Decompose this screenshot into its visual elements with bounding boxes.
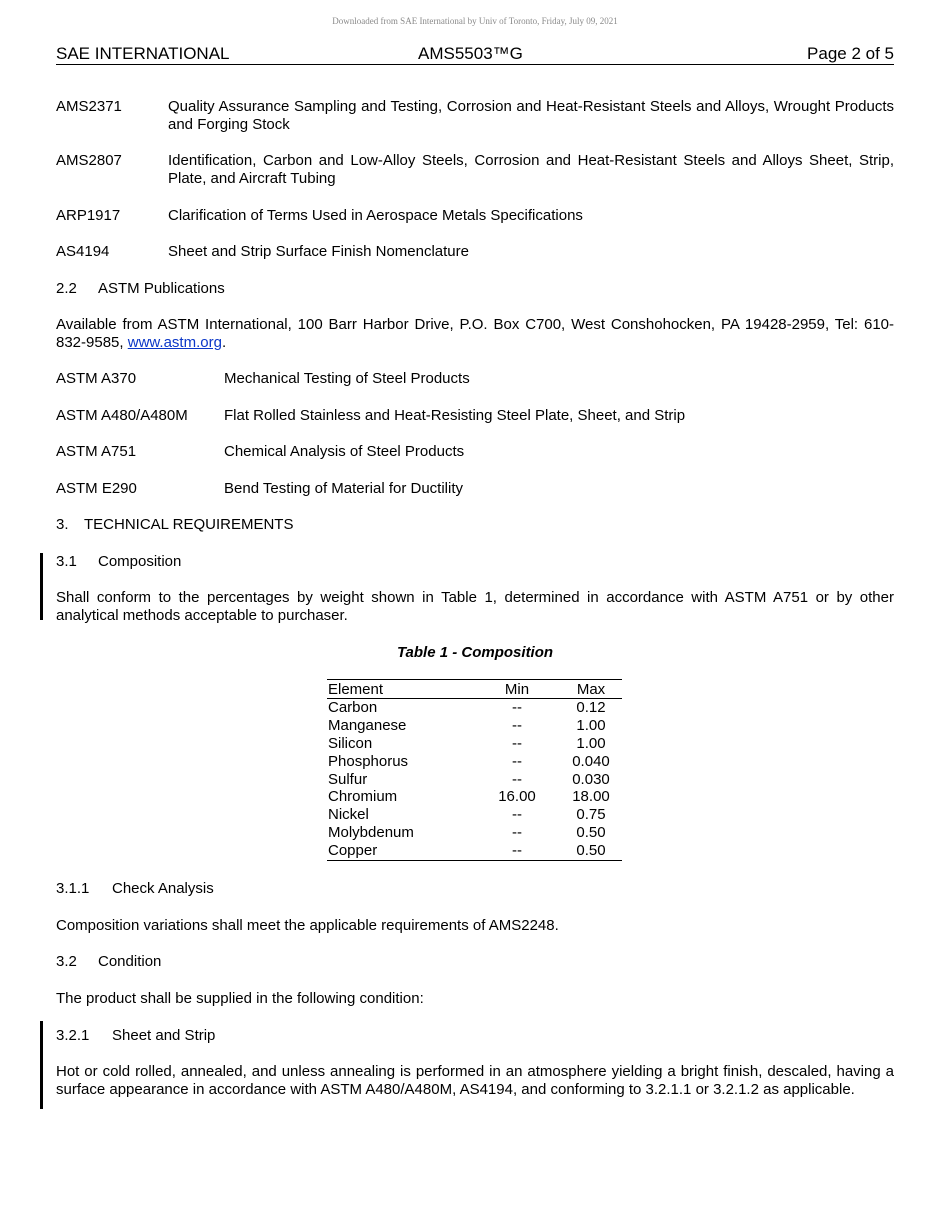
section-title: Composition bbox=[98, 553, 182, 570]
download-watermark: Downloaded from SAE International by Univ of Toronto, Friday, July 09, 2021 bbox=[332, 16, 618, 26]
table-header-row bbox=[327, 680, 622, 699]
sae-ref-code: ARP1917 bbox=[56, 207, 121, 224]
cell-min: -- bbox=[512, 699, 522, 716]
sheet-strip-paragraph: Hot or cold rolled, annealed, and unless annealing is performed in an atmosphere yielding a bright finish, descaled, having a surface appearance in accordance with ASTM A480/A480M, AS4194, and conforming to 3.2.1.1 or 3.2.1.2 as applicable. bbox=[56, 1063, 894, 1098]
cell-max: 0.12 bbox=[576, 699, 606, 716]
condition-paragraph: The product shall be supplied in the following condition: bbox=[56, 990, 424, 1007]
table-row bbox=[327, 717, 622, 735]
cell-min: -- bbox=[512, 770, 522, 788]
header-page-number: Page 2 of 5 bbox=[807, 44, 894, 63]
cell-min: -- bbox=[512, 734, 522, 752]
section-number: 2.2 bbox=[56, 280, 77, 297]
astm-ref-code: ASTM A370 bbox=[56, 370, 137, 387]
cell-element: Phosphorus bbox=[328, 752, 409, 770]
sae-ref-title: Clarification of Terms Used in Aerospace Metals Specifications bbox=[168, 207, 583, 224]
section-title: Check Analysis bbox=[112, 880, 214, 897]
header-element: Element bbox=[328, 681, 384, 698]
astm-ref-title: Mechanical Testing of Steel Products bbox=[224, 370, 470, 387]
table-row bbox=[327, 842, 622, 860]
astm-ref-code: ASTM E290 bbox=[56, 480, 137, 497]
cell-max: 0.50 bbox=[576, 824, 606, 842]
section-number: 3.2.1 bbox=[56, 1027, 90, 1044]
cell-max: 1.00 bbox=[576, 734, 606, 752]
astm-ref-title: Flat Rolled Stainless and Heat-Resisting Steel Plate, Sheet, and Strip bbox=[224, 407, 686, 424]
cell-max: 0.75 bbox=[576, 806, 606, 824]
cell-min: -- bbox=[512, 806, 522, 824]
sae-ref-title: Quality Assurance Sampling and Testing, Corrosion and Heat-Resistant Steels and Alloys, Wrought Products and Forging Stock bbox=[168, 98, 894, 133]
check-analysis-paragraph: Composition variations shall meet the applicable requirements of AMS2248. bbox=[56, 917, 559, 934]
cell-element: Copper bbox=[328, 842, 378, 860]
section-number: 3.1 bbox=[56, 553, 77, 570]
cell-min: 16.00 bbox=[498, 788, 536, 806]
cell-element: Manganese bbox=[328, 716, 407, 734]
astm-ref-title: Bend Testing of Material for Ductility bbox=[224, 480, 463, 497]
section-title: TECHNICAL REQUIREMENTS bbox=[84, 516, 294, 533]
composition-table bbox=[327, 679, 622, 861]
table-row bbox=[327, 735, 622, 753]
cell-max: 18.00 bbox=[572, 788, 610, 806]
cell-element: Carbon bbox=[328, 699, 378, 716]
sae-ref-code: AMS2371 bbox=[56, 98, 122, 115]
cell-max: 0.040 bbox=[572, 752, 610, 770]
cell-element: Nickel bbox=[328, 806, 369, 824]
table-row bbox=[327, 753, 622, 771]
astm-ref-title: Chemical Analysis of Steel Products bbox=[224, 443, 465, 460]
cell-min: -- bbox=[512, 716, 522, 734]
section-title: Condition bbox=[98, 953, 162, 970]
header-doc-id: AMS5503™G bbox=[418, 44, 523, 63]
cell-min: -- bbox=[512, 824, 522, 842]
astm-ref-code: ASTM A751 bbox=[56, 443, 137, 460]
section-number: 3.1.1 bbox=[56, 880, 90, 897]
cell-element: Sulfur bbox=[328, 770, 368, 788]
header-max: Max bbox=[576, 681, 606, 698]
cell-min: -- bbox=[512, 842, 522, 860]
header-org: SAE INTERNATIONAL bbox=[56, 44, 230, 63]
cell-element: Molybdenum bbox=[328, 824, 414, 842]
section-number: 3.2 bbox=[56, 953, 77, 970]
sae-ref-title: Identification, Carbon and Low-Alloy Steels, Corrosion and Heat-Resistant Steels and Alloys Sheet, Strip, Plate, and Aircraft Tubing bbox=[168, 152, 894, 187]
table-row bbox=[327, 824, 622, 842]
cell-max: 0.50 bbox=[576, 842, 606, 860]
sentence-end: . bbox=[221, 334, 227, 351]
astm-availability-paragraph bbox=[56, 316, 894, 352]
cell-max: 1.00 bbox=[576, 716, 606, 734]
revision-change-bar bbox=[40, 1021, 43, 1109]
astm-ref-code: ASTM A480/A480M bbox=[56, 407, 188, 424]
table-caption: Table 1 - Composition bbox=[396, 644, 554, 661]
composition-paragraph: Shall conform to the percentages by weight shown in Table 1, determined in accordance with ASTM A751 or by other analytical methods acceptable to purchaser. bbox=[56, 589, 894, 624]
page-header bbox=[56, 44, 894, 65]
table-row bbox=[327, 699, 622, 717]
sae-ref-title: Sheet and Strip Surface Finish Nomenclature bbox=[168, 243, 469, 260]
header-min: Min bbox=[504, 681, 530, 698]
astm-availability-text: Available from ASTM International, 100 Barr Harbor Drive, P.O. Box C700, West Conshohocken, PA 19428-2959, Tel: 610-832-9585, bbox=[56, 316, 894, 351]
cell-element: Chromium bbox=[328, 788, 398, 806]
section-title: ASTM Publications bbox=[98, 280, 225, 297]
table-row bbox=[327, 771, 622, 789]
section-title: Sheet and Strip bbox=[112, 1027, 216, 1044]
sae-ref-code: AMS2807 bbox=[56, 152, 122, 169]
sae-ref-code: AS4194 bbox=[56, 243, 110, 260]
cell-min: -- bbox=[512, 752, 522, 770]
revision-change-bar bbox=[40, 553, 43, 620]
cell-max: 0.030 bbox=[572, 770, 610, 788]
table-row bbox=[327, 788, 622, 806]
section-number: 3. bbox=[56, 516, 69, 533]
astm-website-link[interactable]: www.astm.org bbox=[127, 334, 222, 351]
cell-element: Silicon bbox=[328, 734, 373, 752]
table-row bbox=[327, 806, 622, 824]
